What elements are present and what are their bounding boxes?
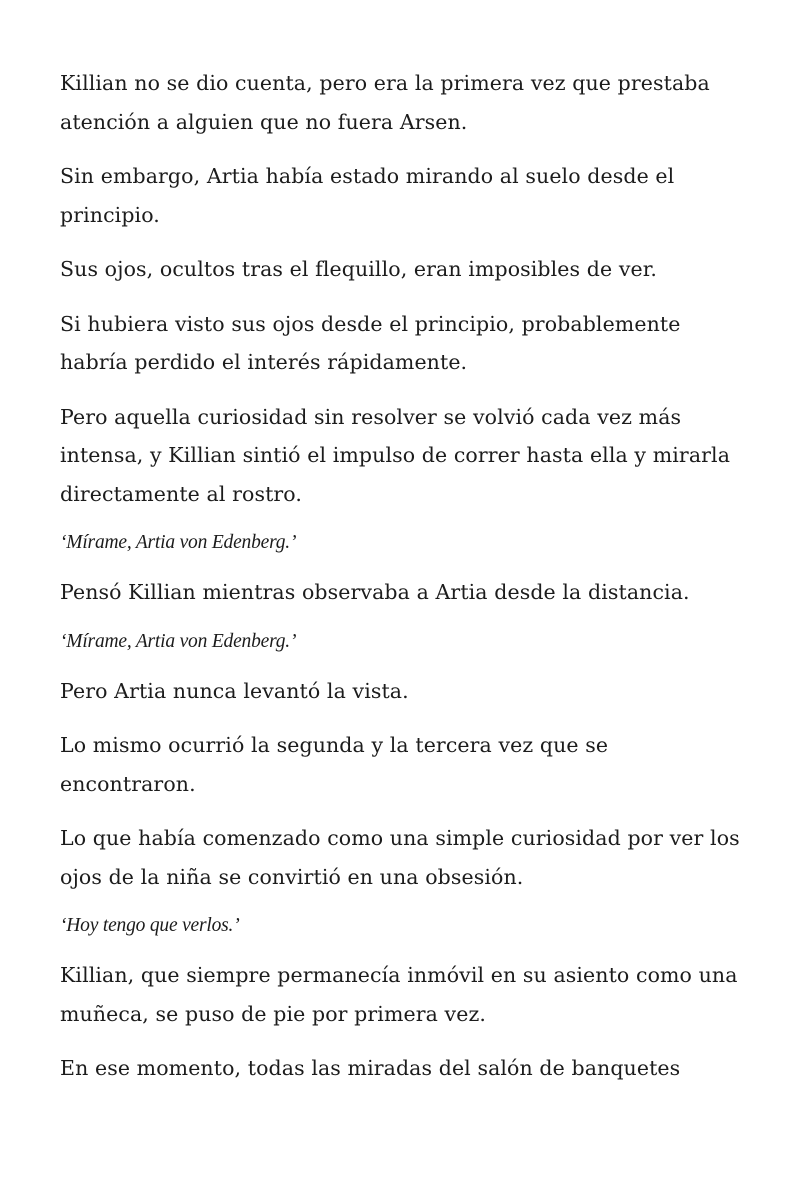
paragraph: Sus ojos, ocultos tras el flequillo, eran imposibles de ver. xyxy=(60,257,658,281)
paragraph: Si hubiera visto sus ojos desde el principio, probablemente habría perdido el interés rápidamente. xyxy=(60,311,681,374)
thought-line: ‘Hoy tengo que verlos.’ xyxy=(60,915,240,936)
paragraph: Lo que había comenzado como una simple curiosidad por ver los ojos de la niña se convirtió en una obsesión. xyxy=(60,826,740,889)
paragraph: Sin embargo, Artia había estado mirando al suelo desde el principio. xyxy=(60,164,675,227)
paragraph: En ese momento, todas las miradas del salón de banquetes xyxy=(60,1056,681,1080)
paragraph: Pero Artia nunca levantó la vista. xyxy=(60,678,409,703)
paragraph: Pensó Killian mientras observaba a Artia desde la distancia. xyxy=(60,580,690,604)
paragraph: Pero aquella curiosidad sin resolver se volvió cada vez más intensa, y Killian sintió el impulso de correr hasta ella y mirarla directamente al rostro. xyxy=(60,404,731,506)
thought-line: ‘Mírame, Artia von Edenberg.’ xyxy=(60,532,297,553)
paragraph: Killian, que siempre permanecía inmóvil en su asiento como una muñeca, se puso de pie por primera vez. xyxy=(60,963,738,1026)
paragraph: Killian no se dio cuenta, pero era la primera vez que prestaba atención a alguien que no fuera Arsen. xyxy=(60,71,710,134)
document-page xyxy=(60,64,750,1104)
thought-line: ‘Mírame, Artia von Edenberg.’ xyxy=(60,630,297,652)
paragraph: Lo mismo ocurrió la segunda y la tercera vez que se encontraron. xyxy=(60,733,609,796)
